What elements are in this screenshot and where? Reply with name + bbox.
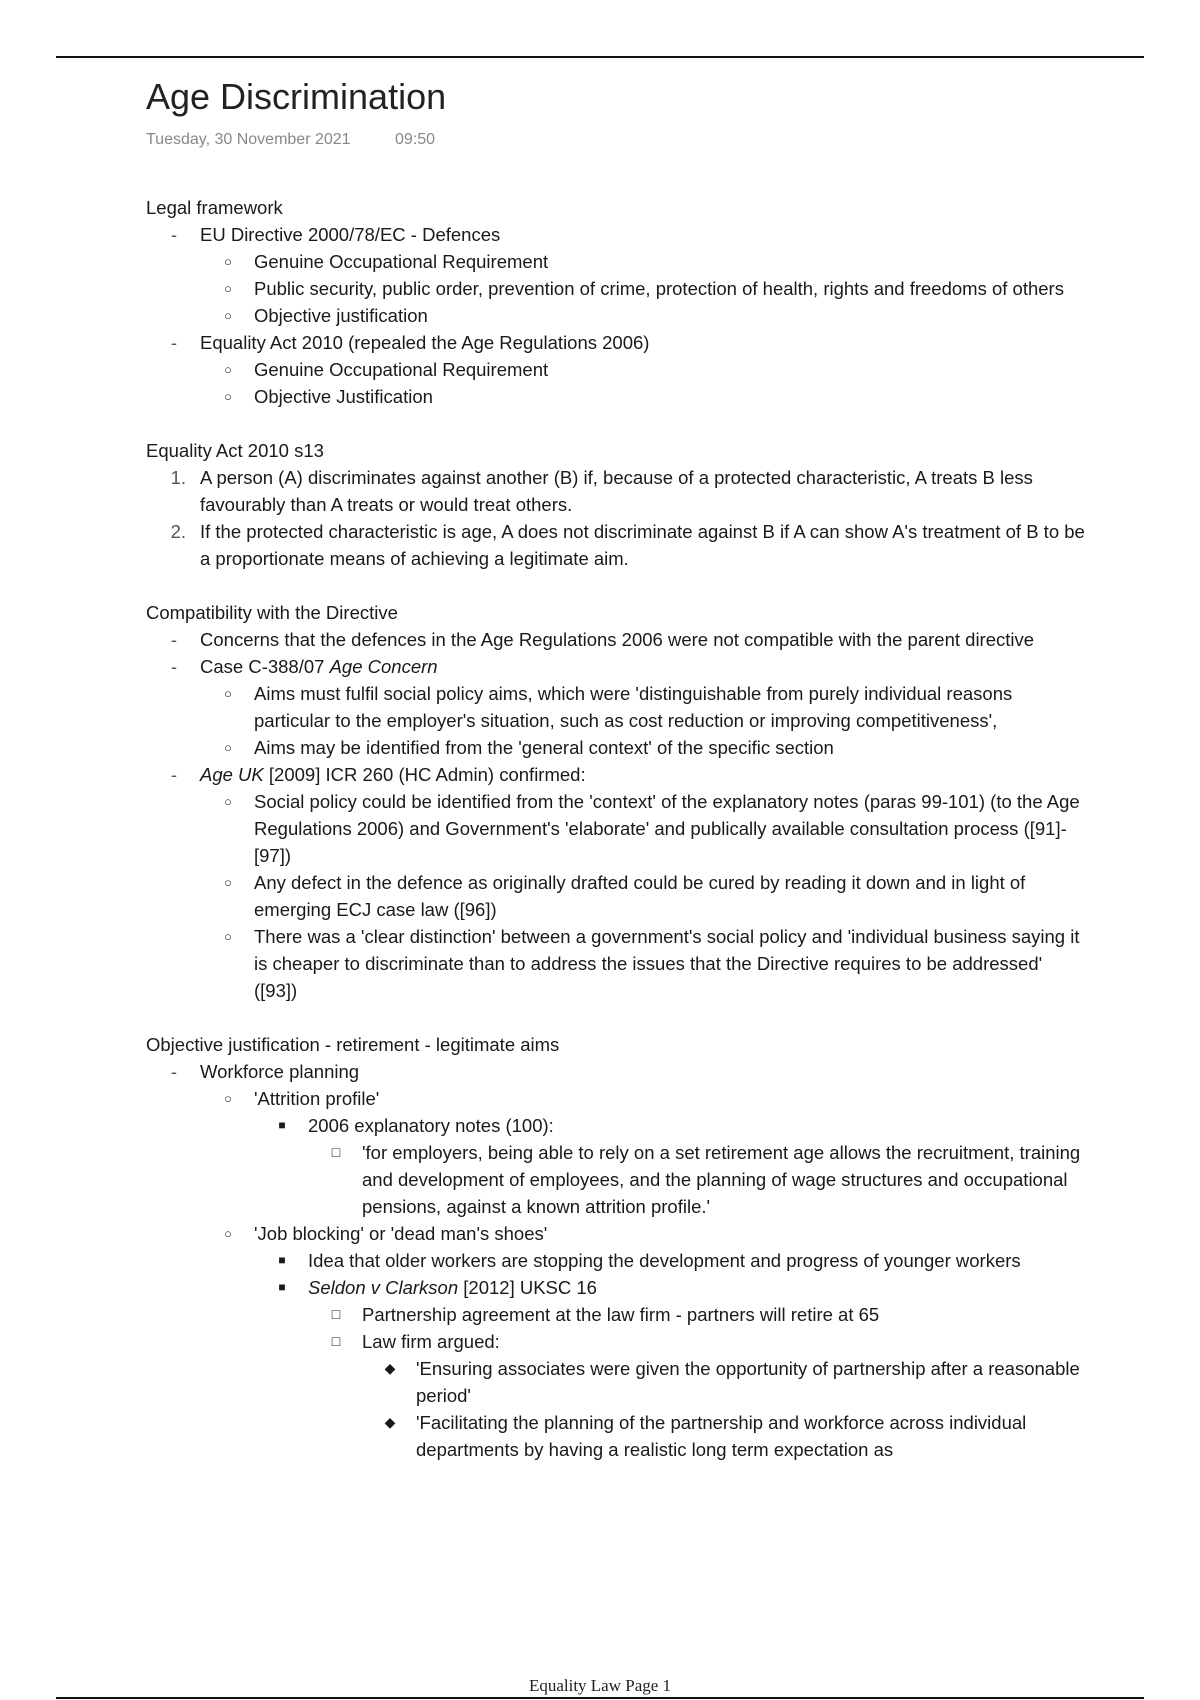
square-bullet-icon: ■ [278, 1253, 286, 1267]
dash-bullet-icon: - [170, 1061, 178, 1082]
circle-bullet-icon: ○ [224, 308, 232, 323]
section-heading: Equality Act 2010 s13 [146, 440, 324, 461]
section-s13 [146, 437, 1086, 572]
diamond-bullet-icon: ◆ [384, 1360, 396, 1376]
list-item: □ Partnership agreement at the law firm - partners will retire at 65 [308, 1301, 1086, 1328]
page-footer: Equality Law Page 1 [528, 1676, 672, 1695]
list-item: ◆ 'Ensuring associates were given the opportunity of partnership after a reasonable period' [362, 1355, 1086, 1409]
list-item: ○ 'Attrition profile' ■ 2006 explanatory notes (100): □ 'for employers, being able to rely on a set retirement age allows the recruitment, training and development of employees, and the planning of wage structures and occupational pensions, against a known attrition profile.' [200, 1085, 1086, 1220]
number-marker: 2. [170, 521, 186, 542]
case-name: Seldon v Clarkson [308, 1277, 459, 1298]
circle-bullet-icon: ○ [224, 686, 232, 701]
list-item: - Age UK [2009] ICR 260 (HC Admin) confirmed: ○ Social policy could be identified from the 'context' of the explanatory notes (paras 99-101) (to the Age Regulations 2006) and Government's 'elaborate' and publically available consultation process ([91]-[97]) ○ Any defect in the defence as originally drafted could be cured by reading it down and in light of emerging ECJ case law ([96]) ○ There was a 'clear distinction' between a government's social policy and 'individual business saying it is cheaper to discriminate than to address the issues that the Directive requires to be addressed' ([93]) [146, 761, 1086, 1004]
page-title: Age Discrimination [146, 76, 447, 117]
list-item: ■ 2006 explanatory notes (100): □ 'for employers, being able to rely on a set retirement age allows the recruitment, training and development of employees, and the planning of wage structures and occupational pensions, against a known attrition profile.' [254, 1112, 1086, 1220]
circle-bullet-icon: ○ [224, 254, 232, 269]
dash-bullet-icon: - [170, 224, 178, 245]
circle-bullet-icon: ○ [224, 389, 232, 404]
list-item: □ 'for employers, being able to rely on a set retirement age allows the recruitment, training and development of employees, and the planning of wage structures and occupational pensions, against a known attrition profile.' [308, 1139, 1086, 1220]
list-item: ○ Social policy could be identified from the 'context' of the explanatory notes (paras 99-101) (to the Age Regulations 2006) and Government's 'elaborate' and publically available consultation process ([91]-[97]) [200, 788, 1086, 869]
hollow-square-bullet-icon: □ [331, 1333, 341, 1349]
list-item: ○ Aims must fulfil social policy aims, which were 'distinguishable from purely individual reasons particular to the employer's situation, such as cost reduction or improving competitiveness', [200, 680, 1086, 734]
list-item: ○ Aims may be identified from the 'general context' of the specific section [200, 734, 1086, 761]
list-item: ○ Any defect in the defence as originally drafted could be cured by reading it down and in light of emerging ECJ case law ([96]) [200, 869, 1086, 923]
section-heading: Objective justification - retirement - legitimate aims [146, 1034, 560, 1055]
section-compatibility [146, 599, 1086, 1004]
section-legal-framework [146, 194, 1086, 410]
section-heading: Legal framework [146, 197, 283, 218]
circle-bullet-icon: ○ [224, 875, 232, 890]
section-heading: Compatibility with the Directive [146, 602, 398, 623]
list-item: 1. A person (A) discriminates against another (B) if, because of a protected characteristic, A treats B less favourably than A treats or would treat others. [146, 464, 1086, 518]
list-item: ○ Objective justification [200, 302, 1086, 329]
dash-bullet-icon: - [170, 629, 178, 650]
note-content [146, 194, 1086, 1490]
circle-bullet-icon: ○ [224, 740, 232, 755]
top-rule [56, 56, 1144, 58]
circle-bullet-icon: ○ [224, 362, 232, 377]
case-name: Age UK [200, 764, 264, 785]
list-item: ○ 'Job blocking' or 'dead man's shoes' ■ Idea that older workers are stopping the development and progress of younger workers ■ Seldon v Clarkson [2012] UKSC 16 □ Partnership agreement at the law firm - partners will retire at 65 □ Law firm argued: ◆ 'Ensuring associates were given the opportunity of partnership after a reasonable period' ◆ 'Facilitating the planning of the partnership and workforce across individual departments by having a realistic long term expectation as [200, 1220, 1086, 1463]
page-meta [146, 131, 435, 149]
circle-bullet-icon: ○ [224, 281, 232, 296]
list-item: ○ There was a 'clear distinction' between a government's social policy and 'individual business saying it is cheaper to discriminate than to address the issues that the Directive requires to be addressed' ([93]) [200, 923, 1086, 1004]
circle-bullet-icon: ○ [224, 794, 232, 809]
page-date: Tuesday, 30 November 2021 [146, 131, 351, 148]
list-item: - Workforce planning ○ 'Attrition profile' ■ 2006 explanatory notes (100): □ 'for employers, being able to rely on a set retirement age allows the recruitment, training and development of employees, and the planning of wage structures and occupational pensions, against a known attrition profile.' ○ 'Job blocking' or 'dead man's shoes' ■ Idea that older workers are stopping the development and progress of younger workers ■ Seldon v Clarkson [2012] UKSC 16 □ Partnership agreement at the law firm - partners will retire at 65 □ Law firm argued: ◆ 'Ensuring associates were given the opportunity of partnership after a reasonable period' ◆ 'Facilitating the planning of the partnership and workforce across individual departments by having a realistic long term expectation as [146, 1058, 1086, 1463]
list-item: ◆ 'Facilitating the planning of the partnership and workforce across individual departments by having a realistic long term expectation as [362, 1409, 1086, 1463]
case-name: Age Concern [329, 656, 438, 677]
circle-bullet-icon: ○ [224, 1091, 232, 1106]
list-item: - Concerns that the defences in the Age Regulations 2006 were not compatible with the parent directive [146, 626, 1086, 653]
bottom-rule [56, 1697, 1144, 1699]
dash-bullet-icon: - [170, 332, 178, 353]
list-item: - Case C-388/07 Age Concern ○ Aims must fulfil social policy aims, which were 'distinguishable from purely individual reasons particular to the employer's situation, such as cost reduction or improving competitiveness', ○ Aims may be identified from the 'general context' of the specific section [146, 653, 1086, 761]
list-item: 2. If the protected characteristic is age, A does not discriminate against B if A can show A's treatment of B to be a proportionate means of achieving a legitimate aim. [146, 518, 1086, 572]
list-item: □ Law firm argued: ◆ 'Ensuring associates were given the opportunity of partnership after a reasonable period' ◆ 'Facilitating the planning of the partnership and workforce across individual departments by having a realistic long term expectation as [308, 1328, 1086, 1463]
list-item: ○ Genuine Occupational Requirement [200, 248, 1086, 275]
square-bullet-icon: ■ [278, 1118, 286, 1132]
section-objective-justification [146, 1031, 1086, 1463]
list-item: ○ Objective Justification [200, 383, 1086, 410]
list-item: ○ Genuine Occupational Requirement [200, 356, 1086, 383]
diamond-bullet-icon: ◆ [384, 1414, 396, 1430]
circle-bullet-icon: ○ [224, 1226, 232, 1241]
list-item: ■ Idea that older workers are stopping the development and progress of younger workers [254, 1247, 1086, 1274]
dash-bullet-icon: - [170, 764, 178, 785]
list-item: - Equality Act 2010 (repealed the Age Regulations 2006) ○ Genuine Occupational Requirement ○ Objective Justification [146, 329, 1086, 410]
square-bullet-icon: ■ [278, 1280, 286, 1294]
number-marker: 1. [170, 467, 186, 488]
dash-bullet-icon: - [170, 656, 178, 677]
list-item: ■ Seldon v Clarkson [2012] UKSC 16 □ Partnership agreement at the law firm - partners will retire at 65 □ Law firm argued: ◆ 'Ensuring associates were given the opportunity of partnership after a reasonable period' ◆ 'Facilitating the planning of the partnership and workforce across individual departments by having a realistic long term expectation as [254, 1274, 1086, 1463]
list-item: ○ Public security, public order, prevention of crime, protection of health, rights and freedoms of others [200, 275, 1086, 302]
page-time: 09:50 [395, 131, 436, 148]
hollow-square-bullet-icon: □ [331, 1306, 341, 1322]
list-item: - EU Directive 2000/78/EC - Defences ○ Genuine Occupational Requirement ○ Public security, public order, prevention of crime, protection of health, rights and freedoms of others ○ Objective justification [146, 221, 1086, 329]
hollow-square-bullet-icon: □ [331, 1144, 341, 1160]
circle-bullet-icon: ○ [224, 929, 232, 944]
